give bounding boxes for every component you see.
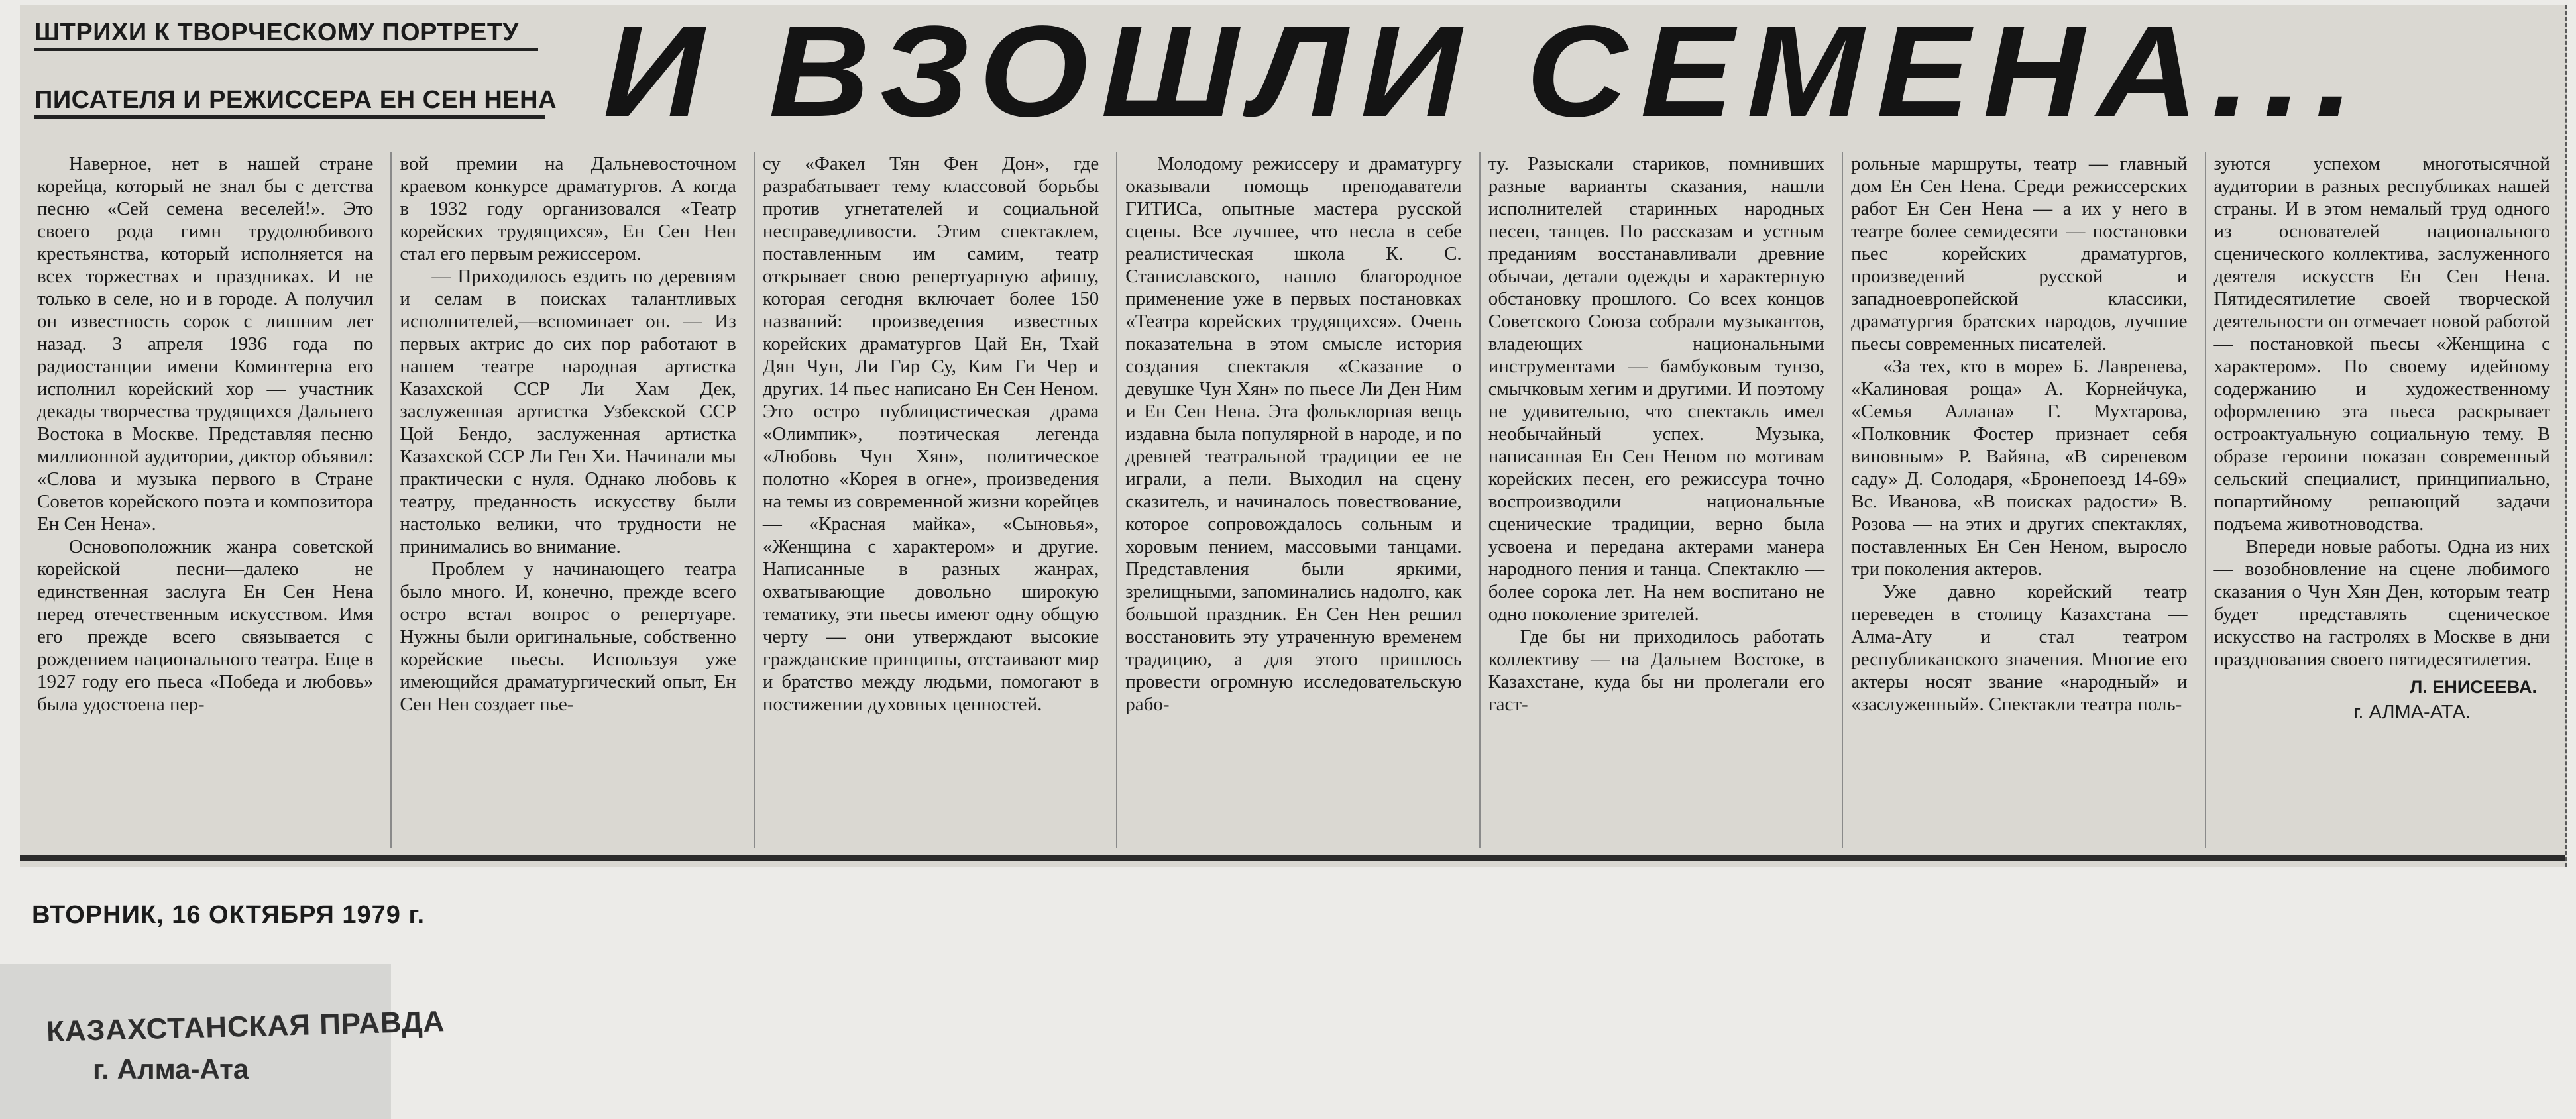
paragraph: Впереди новые работы. Одна из них — возобновление на сцене любимого сказания о Чун Хян Ден, которым театр будет представлять сценическое искусство на гастролях в Москве в дни празднования своего пятидесятилетия. <box>2213 536 2550 670</box>
article-headline: И ВЗОШЛИ СЕМЕНА... <box>603 0 2367 144</box>
paragraph: зуются успехом многотысячной аудитории в разных республиках нашей страны. И в этом немалый труд одного из основателей национального сценического коллектива, заслуженного деятеля искусств Ен Сен Нена. Пятидесятилетие своей творческой деятельности он отмечает новой работой — постановкой пьесы «Женщина с характером». По своему идейному содержанию и художественному оформлению эта пьеса раскрывает остроактуальную социальную тему. В образе героини показан современный сельский специалист, принципиально, попартийному решающий задачи подъема животноводства. <box>2213 153 2550 535</box>
article-body <box>34 152 2553 848</box>
paragraph: Основоположник жанра советской корейской песни—далеко не единственная заслуга Ен Сен Нена перед отечественным искусством. Имя его прежде всего связывается с рождением национального театра. Еще в 1927 году его пьеса «Победа и любовь» была удостоена пер- <box>37 536 374 715</box>
paragraph: Где бы ни приходилось работать коллективу — на Дальнем Востоке, в Казахстане, куда бы ни пролегали его гаст- <box>1488 626 1825 715</box>
paragraph: — Приходилось ездить по деревням и селам в поисках талантливых исполнителей,—вспоминает он. — Из первых актрис до сих пор работают в нашем театре народная артистка Казахской ССР Ли Хам Дек, заслуженная артистка Узбекской ССР Цой Бендо, заслуженная артистка Казахской ССР Ли Ген Хи. Начинали мы практически с нуля. Однако любовь к театру, преданность искусству были настолько велики, что трудности не принимались во внимание. <box>400 266 736 557</box>
newspaper-clipping <box>20 0 2567 867</box>
author-city: г. АЛМА-АТА. <box>2353 702 2471 723</box>
paragraph: Уже давно корейский театр переведен в столицу Казахстана — Алма-Ату и стал театром республиканского значения. Многие его актеры носят звание «народный» и «заслуженный». Спектакли театра поль- <box>1851 581 2188 715</box>
newspaper-stamp <box>0 964 445 1119</box>
kicker-line-2: ПИСАТЕЛЯ И РЕЖИССЕРА ЕН СЕН НЕНА <box>34 85 545 119</box>
paragraph: Проблем у начинающего театра было много. И, конечно, прежде всего остро встал вопрос о репертуаре. Нужны были оригинальные, собственно корейские пьесы. Используя уже имеющийся драматургический опыт, Ен Сен Нен создает пье- <box>400 559 736 715</box>
column-4 <box>1116 152 1464 848</box>
stamp-newspaper-name: КАЗАХСТАНСКАЯ ПРАВДА <box>46 1005 445 1048</box>
paragraph: су «Факел Тян Фен Дон», где разрабатывает тему классовой борьбы против угнетателей и социальной несправедливости. Этим спектаклем, поставленным им самим, театр открывает свою репертуарную афишу, которая сегодня включает более 150 названий: произведения известных корейских драматургов Цай Ен, Тхай Дян Чун, Ли Гир Су, Ким Ги Чер и других. 14 пьес написано Ен Сен Неном. Это остро публицистическая драма «Олимпик», поэтическая легенда «Любовь Чун Хян», политическое полотно «Корея в огне», произведения на темы из современной жизни корейцев — «Красная майка», «Сыновья», «Женщина с характером» и другие. Написанные в разных жанрах, охватывающие довольно широкую тематику, эти пьесы имеют одну общую черту — они утверждают высокие гражданские принципы, отстаивают мир и братство между людьми, помогают в постижении духовных ценностей. <box>762 153 1099 715</box>
column-2 <box>390 152 738 848</box>
column-1 <box>34 152 376 848</box>
column-6 <box>1842 152 2190 848</box>
author-signature: Л. ЕНИСЕЕВА. <box>2410 677 2537 697</box>
kicker-line-1: ШТРИХИ К ТВОРЧЕСКОМУ ПОРТРЕТУ <box>34 17 538 51</box>
paragraph: «За тех, кто в море» Б. Лавренева, «Калиновая роща» А. Корнейчука, «Семья Аллана» Г. Мухтарова, «Полковник Фостер признает себя виновным» Р. Вайяна, «В сиреневом саду» Д. Солодаря, «Бронепоезд 14-69» Вс. Иванова, «В поисках радости» В. Розова — на этих и других спектаклях, поставленных Ен Сен Неном, выросло три поколения актеров. <box>1851 356 2188 580</box>
column-3 <box>754 152 1101 848</box>
paragraph: Молодому режиссеру и драматургу оказывали помощь преподаватели ГИТИСа, опытные мастера русской сцены. Все лучшее, что несла в себе реалистическая школа К. С. Станиславского, нашло благородное применение уже в первых постановках «Театра корейских трудящихся». Очень показательна в этом смысле история создания спектакля «Сказание о девушке Чун Хян» по пьесе Ли Ден Ним и Ен Сен Нена. Эта фольклорная вещь издавна была популярной в народе, и по древней театральной традиции ее не играли, а пели. Выходил на сцену сказитель, и начиналось повествование, которое сопровождалось сольным и хоровым пением, массовыми танцами. Представления были яркими, зрелищными, запоминались надолго, как большой праздник. Ен Сен Нен решил восстановить эту утраченную временем традицию, а для этого пришлось провести огромную исследовательскую рабо- <box>1125 153 1462 715</box>
issue-dateline: ВТОРНИК, 16 ОКТЯБРЯ 1979 г. <box>32 901 425 929</box>
column-5 <box>1479 152 1827 848</box>
stamp-city: г. Алма-Ата <box>93 1053 249 1085</box>
column-7 <box>2205 152 2553 848</box>
paragraph: рольные маршруты, театр — главный дом Ен Сен Нена. Среди режиссерских работ Ен Сен Нена — а их у него в театре более семидесяти — постановки пьес корейских драматургов, произведений русской и западноевропейской классики, драматургия братских народов, лучшие пьесы современных писателей. <box>1851 153 2188 354</box>
paragraph: Наверное, нет в нашей стране корейца, который не знал бы с детства песню «Сей семена веселей!». Это своего рода гимн трудолюбивого крестьянства, который исполняется на всех торжествах и праздниках. И не только в селе, но и в городе. А получил он известность сорок с лишним лет назад. 3 апреля 1936 года по радиостанции имени Коминтерна его исполнил корейский хор — участник декады творчества трудящихся Дальнего Востока в Москве. Представляя песню миллионной аудитории, диктор объявил: «Слова и музыка первого в Стране Советов корейского поэта и композитора Ен Сен Нена». <box>37 153 374 535</box>
bottom-rule <box>20 855 2565 861</box>
paragraph: ту. Разыскали стариков, помнивших разные варианты сказания, нашли исполнителей старинных народных песен, танцев. По рассказам и устным преданиям восстанавливали древние обычаи, детали одежды и характерную обстановку прошлого. Со всех концов Советского Союза собрали музыкантов, владеющих национальными инструментами — бамбуковым тунзо, смычковым хегим и другими. И поэтому не удивительно, что спектакль имел необычайный успех. Музыка, написанная Ен Сен Неном по мотивам корейских песен, его режиссура точно воспроизводили национальные сценические традиции, верно была усвоена и передана актерами манера народного пения и танца. Спектаклю — более сорока лет. На нем воспитано не одно поколение зрителей. <box>1488 153 1825 625</box>
paragraph: вой премии на Дальневосточном краевом конкурсе драматургов. А когда в 1932 году организовался «Театр корейских трудящихся», Ен Сен Нен стал его первым режиссером. <box>400 153 736 264</box>
